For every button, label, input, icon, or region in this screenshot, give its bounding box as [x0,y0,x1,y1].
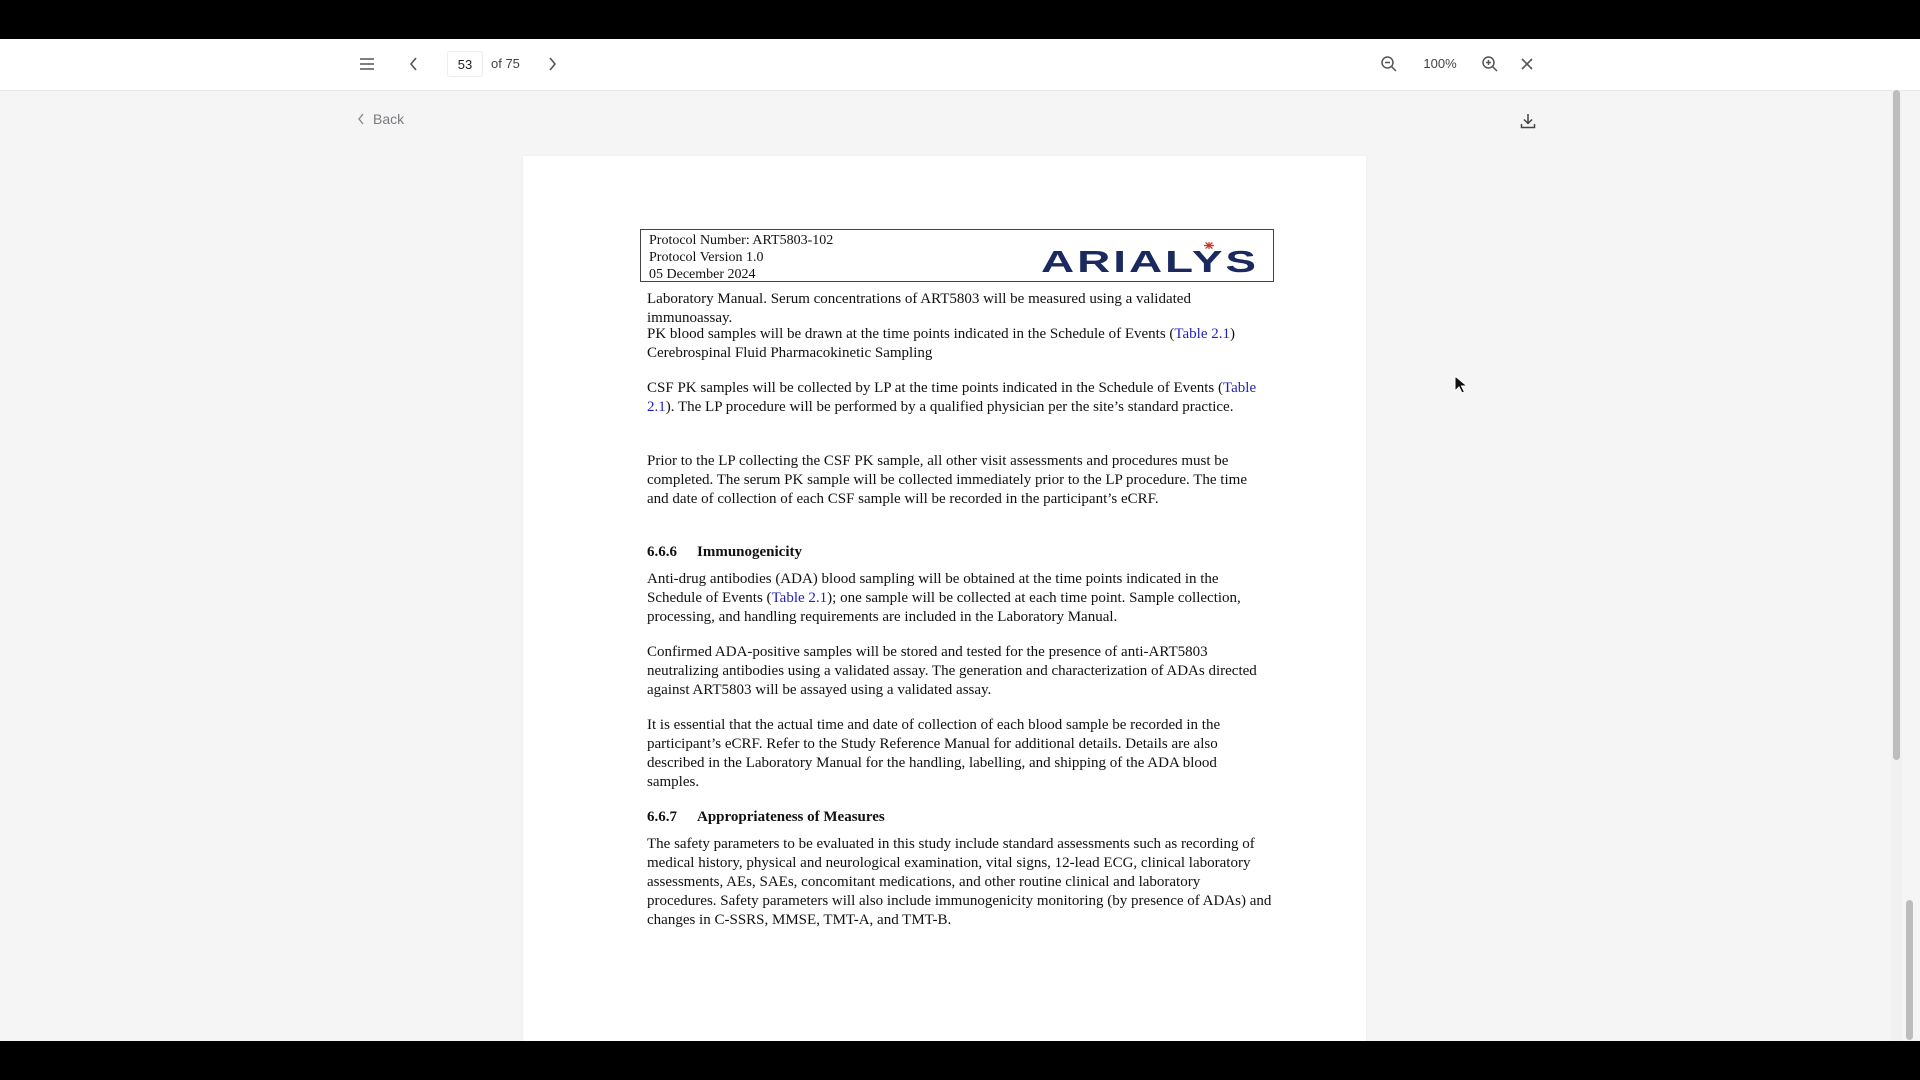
paragraph-safety-parameters: The safety parameters to be evaluated in this study include standard assessments such as recording of medical history, physical and neurological examination, vital signs, 12-lead ECG, clinical laboratory assessments, AEs, SAEs, concomitant medications, and other routine clinical and laboratory procedures. Safety parameters will also include immunogenicity monitoring (by presence of ADAs) and changes in C-SSRS, MMSE, TMT-A, and TMT-B. [647,836,1272,928]
table-2-1-link[interactable]: Table 2.1 [647,380,1257,415]
chevron-right-icon[interactable] [537,49,567,79]
paragraph-collection-records: It is essential that the actual time and date of collection of each blood sample be recorded in the participant’s eCRF. Refer to the Study Reference Manual for additional details. Details are also described in the Laboratory Manual for the handling, labelling, and shipping of the ADA blood samples. [647,717,1221,790]
menu-icon[interactable] [352,49,382,79]
mouse-cursor-icon [1454,375,1468,395]
back-label: Back [373,111,405,127]
close-icon[interactable] [1512,49,1542,79]
scrollbar-thumb[interactable] [1893,90,1900,760]
paragraph-ada-positive: Confirmed ADA-positive samples will be stored and tested for the presence of anti-ART5803 neutralizing antibodies using a validated assay. The generation and characterization of ADAs directed against ART5803 will be assayed using a validated assay. [647,644,1257,698]
document-page [523,156,1366,1041]
back-button[interactable] [357,111,404,127]
download-icon[interactable] [1513,106,1543,136]
paragraph-lp-collection: Prior to the LP collecting the CSF PK sample, all other visit assessments and procedures must be completed. The serum PK sample will be collected immediately prior to the LP procedure. The time and date of collection of each CSF sample will be recorded in the participant’s eCRF. [647,453,1247,507]
document-scrollbar[interactable] [1891,90,1902,1041]
pdf-viewer [0,39,1920,1041]
arialys-logo [1041,238,1261,278]
zoom-level: 100% [1423,56,1457,71]
paragraph-pk-blood: PK blood samples will be drawn at the time points indicated in the Schedule of Events (Table 2.1) Cerebrospinal Fluid Pharmacokinetic Sampling [647,326,1236,361]
brand-text: ARIALYS [1041,244,1259,278]
paragraph-ada-sampling: Anti-drug antibodies (ADA) blood sampling will be obtained at the time points indicated in the Schedule of Events (Table 2.1); one sample will be collected at each time point. Sample collection, processing, and handling requirements are included in the Laboratory Manual. [647,571,1241,625]
paragraph-csf-pk: CSF PK samples will be collected by LP at the time points indicated in the Schedule of Events (Table 2.1). The LP procedure will be performed by a qualified physician per the site’s standard practice. [647,380,1257,415]
paragraph-lab-manual: Laboratory Manual. Serum concentrations of ART5803 will be measured using a validated immunoassay. [647,291,1191,326]
outer-scrollbar-thumb[interactable] [1906,900,1913,1040]
document-header [640,229,1274,282]
heading-immunogenicity: 6.6.6 Immunogenicity [647,544,802,560]
table-2-1-link[interactable]: Table 2.1 [771,590,828,606]
page-total-label: of 75 [491,56,520,71]
zoom-in-icon[interactable] [1475,49,1505,79]
protocol-date: 05 December 2024 [649,267,756,282]
protocol-number: Protocol Number: ART5803-102 [649,233,834,248]
page-number-input[interactable] [447,51,483,77]
viewer-toolbar [0,39,1920,91]
protocol-version: Protocol Version 1.0 [649,250,764,265]
table-2-1-link[interactable]: Table 2.1 [1174,326,1231,342]
heading-appropriateness: 6.6.7 Appropriateness of Measures [647,809,885,825]
zoom-out-icon[interactable] [1374,49,1404,79]
chevron-left-icon[interactable] [399,49,429,79]
chevron-left-icon [357,113,365,125]
